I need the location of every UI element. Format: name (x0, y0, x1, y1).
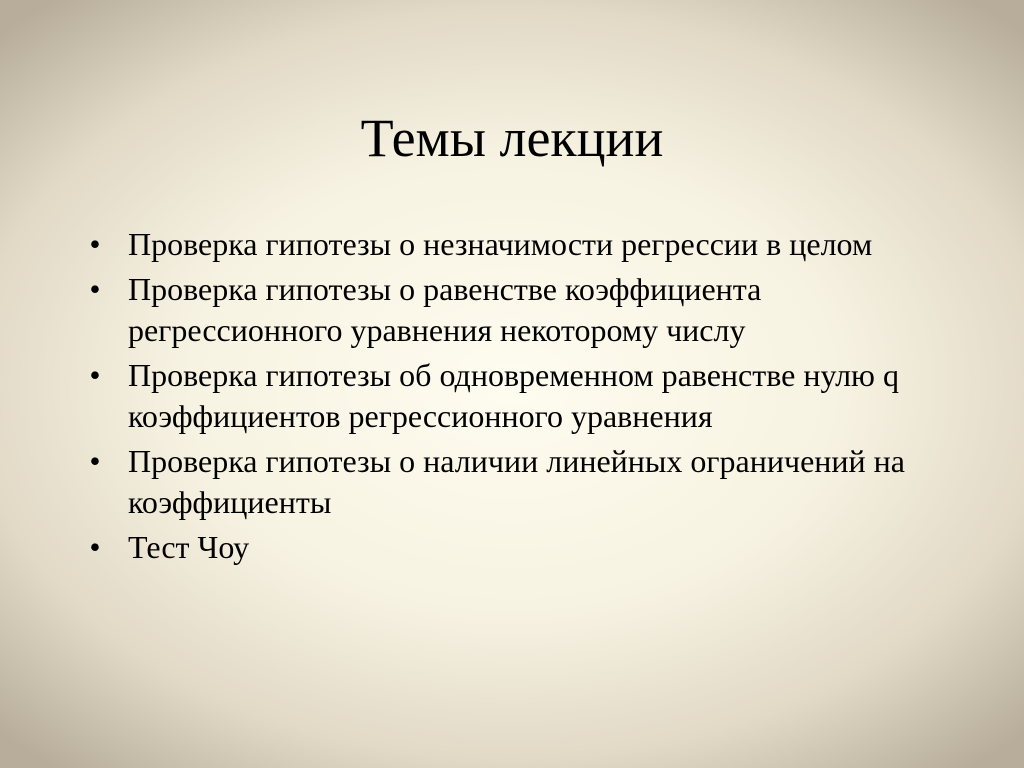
bullet-icon: • (89, 271, 101, 307)
list-item-text: Проверка гипотезы о наличии линейных ограничений на коэффициенты (128, 443, 905, 520)
bullet-icon: • (89, 357, 101, 393)
list-item-text: Проверка гипотезы о равенстве коэффициента регрессионного уравнения некоторому числу (128, 271, 762, 348)
list-item (85, 224, 945, 265)
list-item-text: Проверка гипотезы об одновременном равенстве нулю q коэффициентов регрессионного уравнения (128, 357, 899, 434)
slide-title: Темы лекции (360, 108, 664, 168)
list-item (85, 355, 945, 437)
list-item (85, 441, 945, 523)
list-item-text: Проверка гипотезы о незначимости регрессии в целом (128, 226, 873, 262)
list-item (85, 527, 945, 568)
bullet-list (85, 224, 945, 572)
list-item (85, 269, 945, 351)
bullet-icon: • (89, 443, 101, 479)
bullet-icon: • (89, 226, 101, 262)
bullet-icon: • (89, 529, 101, 565)
list-item-text: Тест Чоу (128, 529, 250, 565)
